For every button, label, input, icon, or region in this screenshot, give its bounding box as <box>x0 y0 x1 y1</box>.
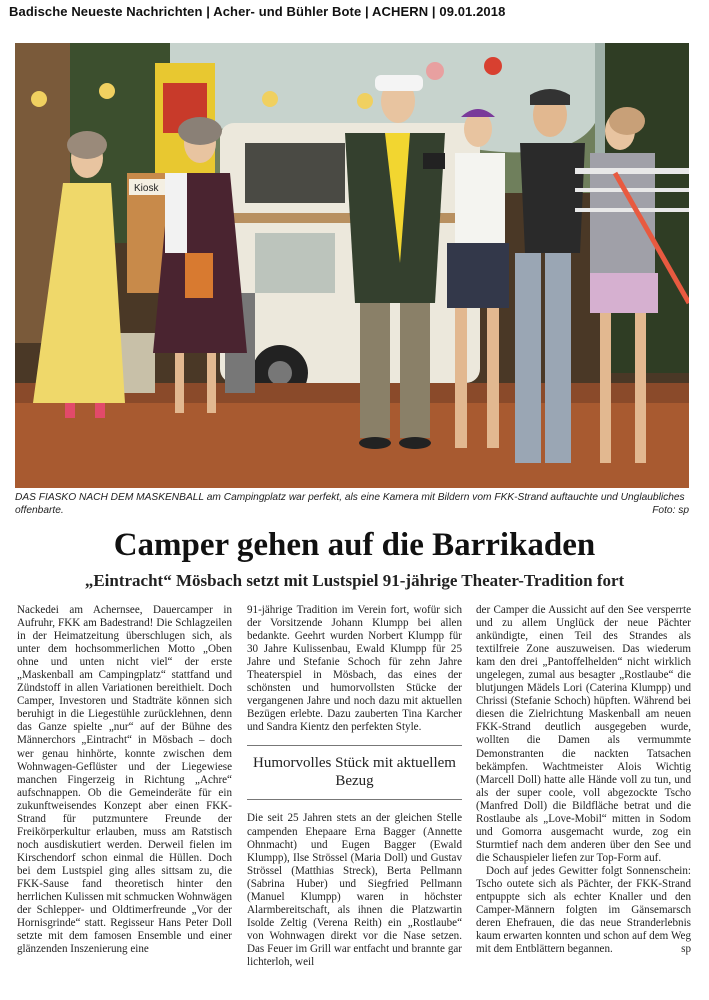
column-3-paragraph-2 <box>476 865 691 956</box>
column-2-paragraph-2: Die seit 25 Jahren stets an der gleichen Stelle campenden Ehepaare Erna Bagger (Annette Ohnmacht) und Eugen Bagger (Ewald Klumpp), Ilse Strössel (Maria Doll) und Gustav Strössel (Matthias Streck), Berta Pellmann (Sabrina Huber) und Siegfried Pellmann (Manuel Klumpp) waren in höchster Alarmbereitschaft, als ihnen die Platzwartin Isolde Zeltig (Verena Reith) ein „Rostlaube“ von Wohnwagen direkt vor die Nase setzen. Das Feuer im Grill war entfacht und brannte gar lichterloh, weil <box>247 812 462 968</box>
stage-photo-icon <box>15 43 689 488</box>
article-column-3 <box>476 604 691 956</box>
column-1-text: Nackedei am Achernsee, Dauercamper in Aufruhr, FKK am Badestrand! Die Schlagzeilen in der Heimatzeitung überschlugen sich, als unter dem hochsommerlichen Motto „Oben ohne und unten nicht viel“ der erste „Maskenball am Campingplatz“ stattfand und Zündstoff in allen Variationen bereithielt. Doch Camper, Investoren und Stadträte können sich beruhigt in die Liegestühle zurücklehnen, denn das Ganze spielte „nur“ auf der Bühne des Männerchors „Eintracht“ in Mösbach – doch wer genau hinhörte, konnte zwischen dem Wohnwagen-Geflüster und der Liegewiese manchen Fingerzeig in Richtung „Achre“ aufschnappen. Ob die Gemeinderäte für ein zukunftweisendes Konzept aber einen FKK-Strand für putzmuntere Freunde der Freikörperkultur erlauben, muss am Ratstisch noch ausdiskutiert werden. Derweil fielen im Kirschendorf schon einmal die Hüllen. Doch bei dem Lustspiel ging alles sittsam zu, die FKK-Sause fand theoretisch hinter den herrlichen Kulissen mit schmucken Wohnwägen der Schlepper- und Oldtimerfreunde „Vor der Hornisgrinde“ statt. Regisseur Hans Peter Doll setzte mit dem famosen Ensemble und einer glänzenden Inszenierung eine <box>17 604 232 956</box>
column-3-paragraph-1: der Camper die Aussicht auf den See versperrte und zu allem Unglück der neue Pächter ankündigte, einen Teil des Strandes als textilfreie Zone auszuweisen. Das wiederum kam den drei „Pantoffelhelden“ nicht wirklich ungelegen, zumal aus besagter „Rostlaube“ die blutjungen Mädels Lori (Caterina Klumpp) und Chrissi (Stefanie Schoch) hüpften. Während bei diesen die Zielrichtung Maskenball am neuen FKK-Strand deutlich ausgegeben wurde, wollten die Damen als vermummte Demonstranten die nackten Tatsachen bekämpfen. Wachtmeister Alois Wichtig (Marcell Doll) hatte alle Hände voll zu tun, und als der super coole, voll abgezockte Tscho (Manfred Doll) die Bildfläche betrat und die Rostlaube als „Love-Mobil“ mitten in Sodom und Gomorra ausgemacht wurde, zog ein Sturmtief nach dem anderen über den See und die Schauspieler liefen zur Top-Form auf. <box>476 604 691 864</box>
photo-credit: Foto: sp <box>652 505 689 516</box>
newspaper-header: Badische Neueste Nachrichten | Acher- und Bühler Bote | ACHERN | 09.01.2018 <box>9 4 506 19</box>
article-subheadline: „Eintracht“ Mösbach setzt mit Lustspiel 91-jährige Theater-Tradition fort <box>84 571 625 590</box>
caption-text: DAS FIASKO NACH DEM MASKENBALL am Campingplatz war perfekt, als eine Kamera mit Bildern vom FKK-Strand auftauchte und Unglaubliches offenbarte. <box>15 492 685 516</box>
article-photo <box>15 43 689 488</box>
author-sign: sp <box>681 943 691 956</box>
article-column-2 <box>247 604 462 969</box>
photo-caption <box>15 491 689 517</box>
article-column-1 <box>17 604 232 956</box>
column-subheading: Humorvolles Stück mit aktuellem Bezug <box>247 745 462 800</box>
column-3-paragraph-2-text: Doch auf jedes Gewitter folgt Sonnenschein: Tscho outete sich als Pächter, der FKK-Strand entpuppte sich als echter Knaller und den Camper-Männern folgten im Gänsemarsch deren Ehefrauen, die das neue Stranderlebnis kaum erwarten konnten und schon auf dem Weg mit dem Entblättern begannen. <box>476 864 691 956</box>
kiosk-sign: Kiosk <box>134 183 159 194</box>
column-2-paragraph-1: 91-jährige Tradition im Verein fort, wofür sich der Vorsitzende Johann Klumpp bei allen bedankte. Geehrt wurden Norbert Klumpp für 30 Jahre Kulissenbau, Ewald Klumpp für 25 Jahre und Stefanie Schoch für zehn Jahre Theaterspiel in Mösbach, das eines der schönsten und humorvollsten Stücke der vergangenen Jahre und noch dazu mit aktuellen Bezügen erlebte. Dazu zauberten Tina Karcher und Sandra Kientz den perfekten Style. <box>247 604 462 734</box>
article-headline: Camper gehen auf die Barrikaden <box>113 527 596 563</box>
